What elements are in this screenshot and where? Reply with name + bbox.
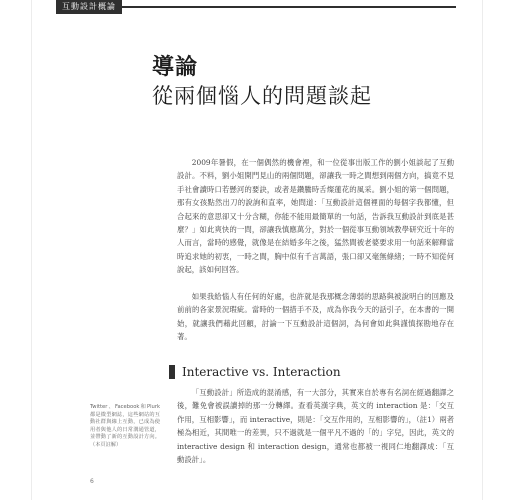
chapter-tab: 互動設計概論: [56, 0, 122, 14]
section-marker: [169, 365, 175, 379]
body-paragraph-3: 「互動設計」所造成的混淆感，有一大部分，其實來自於專有名詞在經過翻譯之後，難免會被誤讀掉的那一分轉繹。查看英漢字典，英文的 interaction 是：「交互作用，互相影響」，而 interactive，則是：「交互作用的，互相影響的」，（註1）兩者極為相近，其間唯一的差異，只不過就是一個平凡不過的「的」字兒，因此，英文的 interactive design 和 interaction design，通常也都被一視同仁地翻譯成：「互動設計」。: [177, 388, 454, 465]
page-number: 6: [90, 478, 94, 485]
chapter-title: 導論: [152, 55, 199, 80]
section-title: Interactive vs. Interaction: [182, 365, 341, 379]
chapter-subtitle: 從兩個惱人的問題談起: [152, 84, 372, 108]
header-rule: [122, 6, 456, 8]
book-page: [31, 0, 483, 500]
margin-note: Twitter、Facebook和Plurk都是微型網誌，這些網站的互動社群與線上互動，已成為使用者與他人的日常溝通管道，並帶動了新的互動設計方向。（本頁註解）: [90, 404, 160, 448]
section-heading: [169, 365, 341, 379]
running-header: [56, 0, 456, 17]
body-paragraph-2: 如果我給惱人有任何的好處，也許就是我那概念薄弱的思路與被說明白的回應及前前的各家景況瑕疵。當時的一個措手不及，成為你我今天的話引子，在本書的一開始，就讓我們藉此回顧，討論一下互動設計這個詞，為何會如此與謹慎探勘地存在著。: [177, 292, 454, 342]
body-paragraph-1: 2009年暑假，在一個偶然的機會裡，和一位從事出版工作的劉小姐談起了互動設計。不料，劉小姐開門見山的兩個問題，卻讓我一時之間想到兩個方向，搞竟不見手社會讀時口若懸河的要訣，或者是鑽騰時舌燦蓮花的風采。劉小姐的第一個問題，那有女孩點然出刀的說詢和直率，她問道：「互動設計這個裡面的每個字我都懂，但合起來的意思卻又十分含糊，你能不能用最簡單的一句話，告訴我互動設計到底是甚麼？」如此爽快的一問，卻讓我慎應萬分，對於一個從事互動領域教學研究近十年的人而言，當時的感覺，就像是在結婚多年之後，猛然間被老婆要求用一句話來解釋當時追求她的初衷，一時之間，胸中似有千言萬語，張口卻又毫無條緒；一時不知從何說起，該如何回答。: [177, 158, 454, 275]
